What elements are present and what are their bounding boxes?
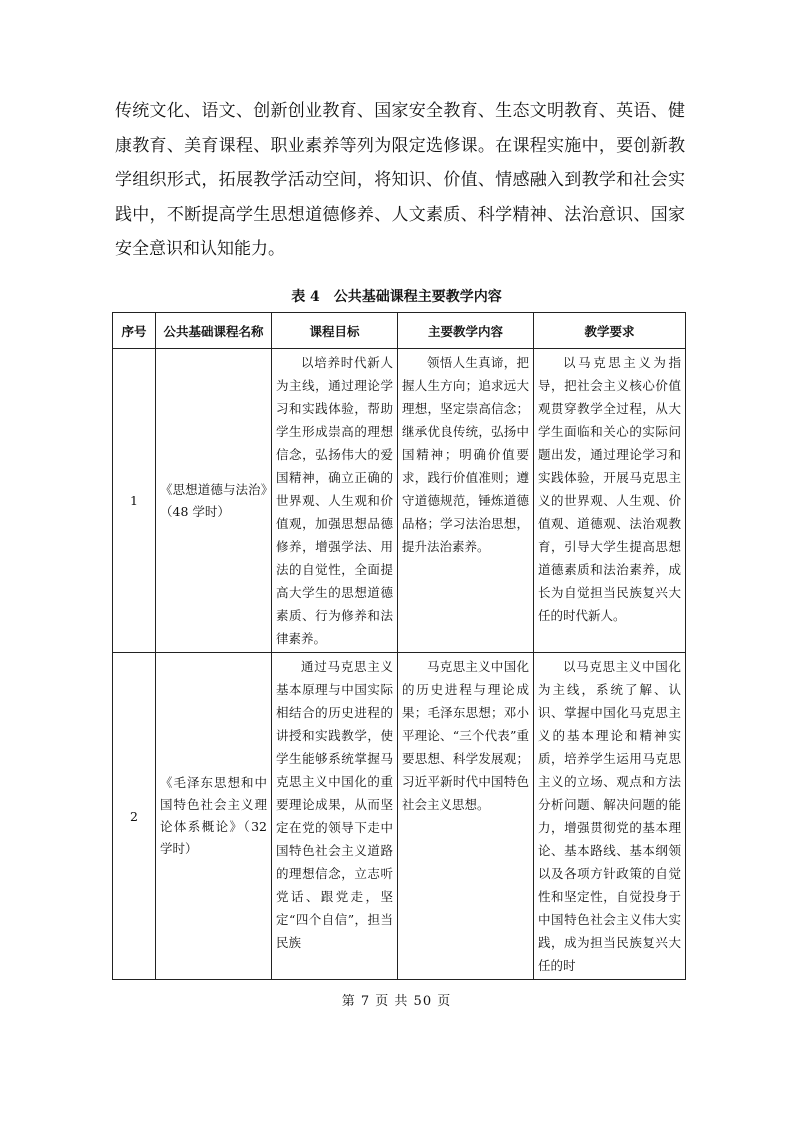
page-footer: 第 7 页 共 50 页 (341, 994, 452, 1009)
course-name: 《毛泽东思想和中国特色社会主义理论体系概论》（32 学时） (156, 653, 272, 980)
row-number: 2 (113, 653, 156, 980)
course-goal: 以培养时代新人为主线，通过理论学习和实践体验，帮助学生形成崇高的理想信念，弘扬伟大的爱国精神，确立正确的世界观、人生观和价值观，加强思想品德修养，增强学法、用法的自觉性，全面提高大学生的思想道德素质、行为修养和法律素养。 (272, 349, 398, 653)
course-content: 马克思主义中国化的历史进程与理论成果；毛泽东思想；邓小平理论、“三个代表”重要思想、科学发展观；习近平新时代中国特色社会主义思想。 (398, 653, 534, 980)
course-content: 领悟人生真谛，把握人生方向；追求远大理想，坚定崇高信念；继承优良传统，弘扬中国精神；明确价值要求，践行价值准则；遵守道德规范，锤炼道德品格；学习法治思想，提升法治素养。 (398, 349, 534, 653)
header-num: 序号 (113, 313, 156, 349)
course-requirement: 以马克思主义中国化为主线，系统了解、认识、掌握中国化马克思主义的基本理论和精神实质，培养学生运用马克思主义的立场、观点和方法分析问题、解决问题的能力，增强贯彻党的基本理论、基本路线、基本纲领以及各项方针政策的自觉性和坚定性，自觉投身于中国特色社会主义伟大实践，成为担当民族复兴大任的时 (534, 653, 686, 980)
table-header-row (113, 313, 686, 349)
course-name: 《思想道德与法治》（48 学时） (156, 349, 272, 653)
body-paragraph: 传统文化、语文、创新创业教育、国家安全教育、生态文明教育、英语、健康教育、美育课程、职业素养等列为限定选修课。在课程实施中，要创新教学组织形式，拓展教学活动空间，将知识、价值、情感融入到教学和社会实践中，不断提高学生思想道德修养、人文素质、科学精神、法治意识、国家安全意识和认知能力。 (115, 101, 685, 259)
course-table (112, 312, 686, 980)
table-row (113, 349, 686, 653)
table-row (113, 653, 686, 980)
header-goal: 课程目标 (272, 313, 398, 349)
header-content: 主要教学内容 (398, 313, 534, 349)
header-requirement: 教学要求 (534, 313, 686, 349)
header-course-name: 公共基础课程名称 (156, 313, 272, 349)
course-requirement: 以马克思主义为指导，把社会主义核心价值观贯穿教学全过程，从大学生面临和关心的实际问题出发，通过理论学习和实践体验，开展马克思主义的世界观、人生观、价值观、道德观、法治观教育，引导大学生提高思想道德素质和法治素养，成长为自觉担当民族复兴大任的时代新人。 (534, 349, 686, 653)
course-goal: 通过马克思主义基本原理与中国实际相结合的历史进程的讲授和实践教学，使学生能够系统掌握马克思主义中国化的重要理论成果，从而坚定在党的领导下走中国特色社会主义道路的理想信念，立志听党话、跟党走，坚定“四个自信”，担当民族 (272, 653, 398, 980)
table-caption: 表 4 公共基础课程主要教学内容 (291, 289, 502, 305)
row-number: 1 (113, 349, 156, 653)
